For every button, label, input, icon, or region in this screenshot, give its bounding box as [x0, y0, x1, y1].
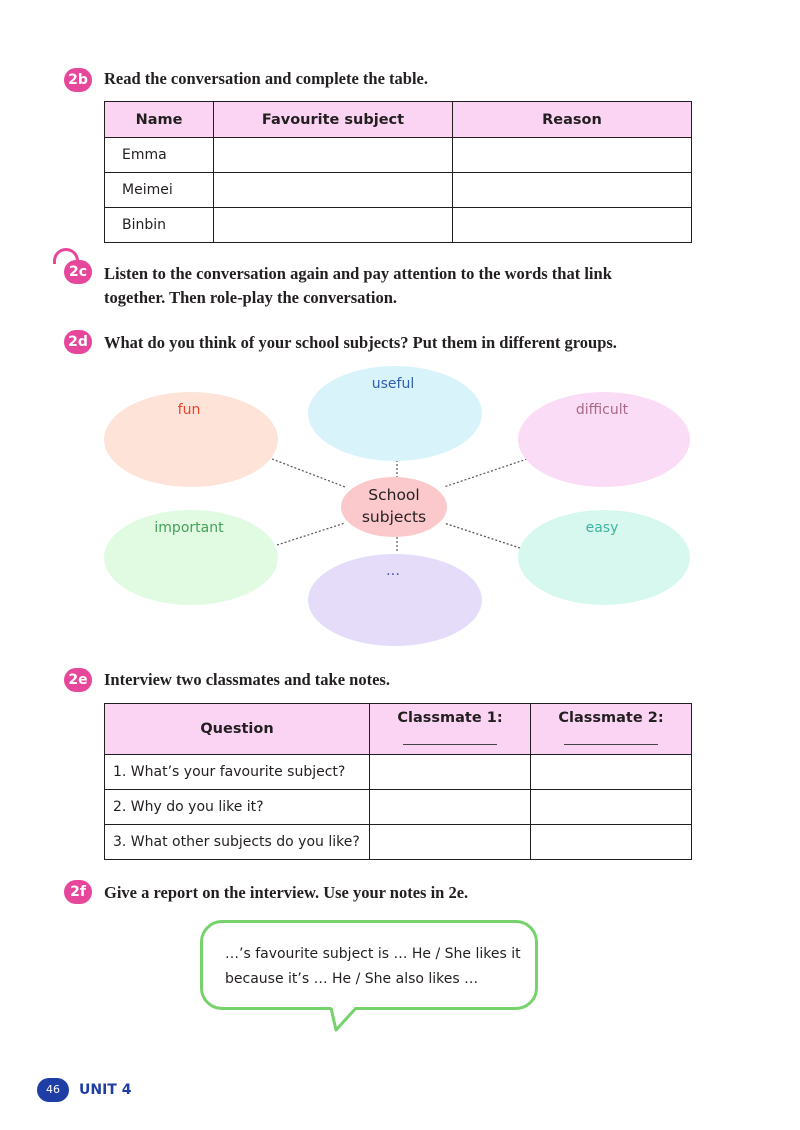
group-difficult[interactable] [518, 392, 690, 487]
group-label-important: important [154, 520, 224, 536]
instruction-2c-line1: Listen to the conversation again and pay attention to the words that link [104, 264, 612, 283]
speech-bubble [200, 920, 538, 1010]
cell-name: Meimei [105, 173, 214, 208]
group-label-difficult: difficult [575, 402, 629, 418]
link-easy [444, 523, 520, 548]
cell-question: 1. What’s your favourite subject? [105, 755, 370, 790]
header-classmate-1-label: Classmate 1: [397, 710, 503, 726]
section-badge-2d: 2d [64, 330, 92, 354]
group-fun[interactable] [104, 392, 278, 487]
cell-classmate-2[interactable] [531, 825, 692, 860]
classmate-1-name-line[interactable] [403, 744, 497, 745]
cell-classmate-1[interactable] [370, 755, 531, 790]
header-reason: Reason [453, 102, 692, 138]
cell-name: Emma [105, 138, 214, 173]
header-name: Name [105, 102, 214, 138]
instruction-2f: Give a report on the interview. Use your notes in 2e. [104, 883, 469, 902]
cell-question: 2. Why do you like it? [105, 790, 370, 825]
instruction-2b: Read the conversation and complete the table. [104, 69, 429, 88]
table-2e [104, 703, 692, 860]
cell-name: Binbin [105, 208, 214, 243]
table-row [105, 790, 692, 825]
group-label-more: … [386, 563, 400, 579]
group-easy[interactable] [518, 510, 690, 605]
unit-label: UNIT 4 [79, 1082, 132, 1098]
group-important[interactable] [104, 510, 278, 605]
center-school-subjects [341, 477, 447, 537]
group-more[interactable] [308, 554, 482, 646]
link-important [277, 523, 345, 545]
group-label-useful: useful [371, 376, 415, 392]
page-number: 46 [37, 1078, 69, 1102]
table-row [105, 825, 692, 860]
cell-classmate-1[interactable] [370, 790, 531, 825]
cell-question: 3. What other subjects do you like? [105, 825, 370, 860]
header-classmate-1 [370, 704, 531, 755]
header-question: Question [105, 704, 370, 755]
table-header-row [105, 704, 692, 755]
cell-classmate-1[interactable] [370, 825, 531, 860]
group-useful[interactable] [308, 366, 482, 461]
header-classmate-2-label: Classmate 2: [558, 710, 664, 726]
section-badge-2c: 2c [64, 260, 92, 284]
center-line2: subjects [361, 508, 427, 526]
instruction-2d: What do you think of your school subjects? Put them in different groups. [104, 333, 617, 352]
bubble-line2: because it’s … He / She also likes … [225, 971, 479, 987]
instruction-2c-line2: together. Then role-play the conversation. [104, 288, 398, 307]
section-badge-2b: 2b [64, 68, 92, 92]
center-line1: School [368, 486, 420, 504]
bubble-line1: …’s favourite subject is … He / She likes it [225, 946, 521, 962]
instruction-2e: Interview two classmates and take notes. [104, 670, 390, 689]
header-favourite-subject: Favourite subject [214, 102, 453, 138]
group-label-fun: fun [177, 402, 201, 418]
section-badge-2e: 2e [64, 668, 92, 692]
section-badge-2f: 2f [64, 880, 92, 904]
classmate-2-name-line[interactable] [564, 744, 658, 745]
link-difficult [444, 459, 527, 487]
group-label-easy: easy [585, 520, 619, 536]
link-fun [272, 459, 345, 487]
cell-classmate-2[interactable] [531, 790, 692, 825]
cell-classmate-2[interactable] [531, 755, 692, 790]
header-classmate-2 [531, 704, 692, 755]
table-row [105, 755, 692, 790]
